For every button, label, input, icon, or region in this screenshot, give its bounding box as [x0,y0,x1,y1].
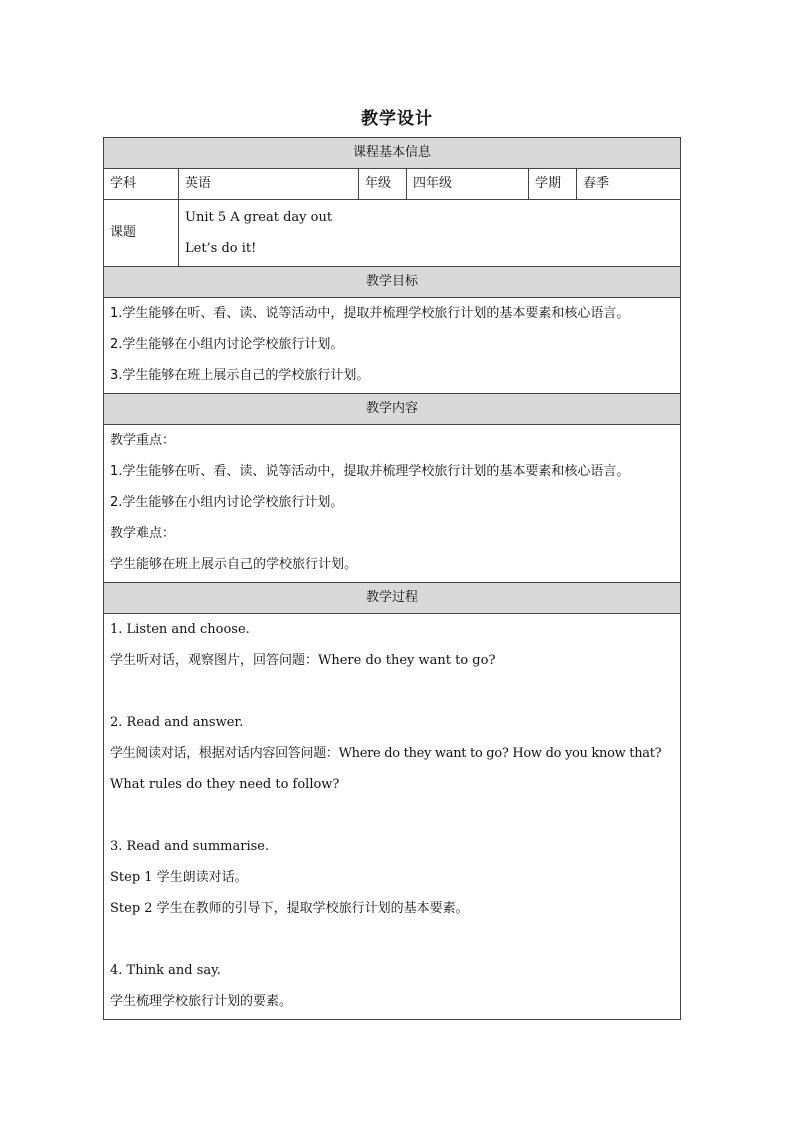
objectives-header-row [104,267,681,298]
process-header-row [104,583,681,614]
spacer [110,800,674,831]
term-value: 春季 [577,169,681,200]
basic-info-row [104,169,681,200]
topic-label: 课题 [104,200,179,267]
subject-label: 学科 [104,169,179,200]
step-1-title: 1. Listen and choose. [110,622,250,637]
process-body [104,614,681,1020]
difficulty-item: 学生能够在班上展示自己的学校旅行计划。 [110,557,358,572]
step-2-text-cont: What rules do they need to follow? [110,777,340,792]
grade-label: 年级 [359,169,407,200]
basic-info-header-row [104,138,681,169]
topic-line-1: Unit 5 A great day out [185,210,333,225]
step-3-sub-2: Step 2 学生在教师的引导下，提取学校旅行计划的基本要素。 [110,901,469,916]
spacer [110,924,674,955]
topic-row [104,200,681,267]
page-title: 教学设计 [361,109,433,129]
content-header: 教学内容 [104,394,681,425]
content-header-row [104,394,681,425]
spacer [110,676,674,707]
step-1-text: 学生听对话，观察图片，回答问题：Where do they want to go? [110,653,496,668]
topic-value [179,200,681,267]
step-3-sub-1: Step 1 学生朗读对话。 [110,870,248,885]
step-4-text: 学生梳理学校旅行计划的要素。 [110,994,293,1009]
grade-value: 四年级 [407,169,529,200]
key-point-item: 2.学生能够在小组内讨论学校旅行计划。 [110,495,344,510]
objective-item: 1.学生能够在听、看、读、说等活动中，提取并梳理学校旅行计划的基本要素和核心语言。 [110,306,630,321]
step-2-title: 2. Read and answer. [110,715,244,730]
subject-value: 英语 [179,169,359,200]
step-2-text: 学生阅读对话，根据对话内容回答问题：Where do they want to go? How do you know that? [110,746,662,761]
process-header: 教学过程 [104,583,681,614]
content-row [104,425,681,583]
basic-info-header: 课程基本信息 [104,138,681,169]
topic-line-2: Let’s do it! [185,241,257,256]
step-3-title: 3. Read and summarise. [110,839,270,854]
objective-item: 3.学生能够在班上展示自己的学校旅行计划。 [110,368,370,383]
lesson-plan-table [103,137,681,1020]
content-body [104,425,681,583]
objective-item: 2.学生能够在小组内讨论学校旅行计划。 [110,337,344,352]
term-label: 学期 [529,169,577,200]
objectives-header: 教学目标 [104,267,681,298]
difficulty-label: 教学难点： [110,526,176,541]
objectives-list [104,298,681,394]
step-4-title: 4. Think and say. [110,963,221,978]
process-row [104,614,681,1020]
objectives-row [104,298,681,394]
key-point-item: 1.学生能够在听、看、读、说等活动中，提取并梳理学校旅行计划的基本要素和核心语言。 [110,464,630,479]
key-points-label: 教学重点： [110,433,176,448]
